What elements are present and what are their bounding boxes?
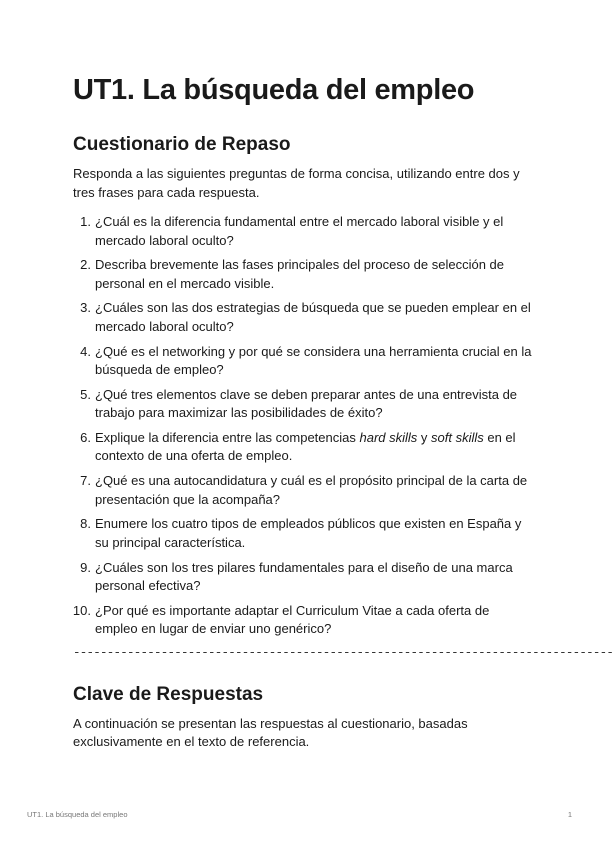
question-number: 9. (80, 559, 91, 575)
question-number: 4. (80, 343, 91, 359)
list-item (73, 256, 533, 293)
section-divider: -------------------------------------------------------------------------------- (73, 645, 613, 660)
question-number: 7. (80, 473, 91, 489)
question-text: ¿Qué tres elementos clave se deben preparar antes de una entrevista de trabajo para maximizar las posibilidades de éxito? (95, 386, 518, 421)
question-text: ¿Cuáles son las dos estrategias de búsqueda que se pueden emplear en el mercado laboral oculto? (95, 300, 531, 334)
soft-skills-term: soft skills (431, 429, 484, 445)
list-item (73, 602, 533, 639)
question-text (95, 430, 516, 464)
question-text-part: Explique la diferencia entre las competencias (95, 429, 360, 445)
question-text: ¿Cuáles son los tres pilares fundamentales para el diseño de una marca personal efectiva? (95, 559, 513, 593)
list-item (73, 472, 533, 509)
section-heading-quiz: Cuestionario de Repaso (73, 134, 291, 155)
question-text: Describa brevemente las fases principales del proceso de selección de personal en el mercado visible. (95, 257, 504, 291)
list-item (73, 559, 533, 596)
footer-page-number: 1 (567, 810, 572, 819)
list-item (73, 213, 533, 250)
list-item (73, 386, 533, 423)
question-text: ¿Qué es el networking y por qué se considera una herramienta crucial en la búsqueda de empleo? (95, 343, 532, 378)
question-number: 6. (80, 429, 91, 445)
list-item (73, 343, 533, 380)
list-item (73, 515, 533, 552)
list-item (73, 429, 533, 466)
list-item (73, 299, 533, 336)
question-text: Enumere los cuatro tipos de empleados públicos que existen en España y su principal característica. (95, 516, 522, 550)
question-text: ¿Cuál es la diferencia fundamental entre el mercado laboral visible y el mercado laboral oculto? (95, 214, 504, 248)
question-text: ¿Qué es una autocandidatura y cuál es el propósito principal de la carta de presentación que la acompaña? (95, 473, 528, 507)
section-heading-answers: Clave de Respuestas (73, 683, 264, 705)
question-number: 10. (72, 602, 91, 618)
question-text: ¿Por qué es importante adaptar el Curriculum Vitae a cada oferta de empleo en lugar de enviar uno genérico? (95, 602, 490, 637)
footer-document-title: UT1. La búsqueda del empleo (27, 810, 128, 819)
document-title: UT1. La búsqueda del empleo (73, 74, 475, 106)
question-number: 2. (80, 257, 91, 273)
answers-intro: A continuación se presentan las respuestas al cuestionario, basadas exclusivamente en el texto de referencia. (73, 715, 468, 750)
question-text-part: en el contexto de una oferta de empleo. (95, 429, 516, 464)
question-number: 3. (80, 300, 91, 316)
page-content (72, 72, 613, 752)
question-number: 8. (80, 516, 91, 532)
question-list (73, 213, 533, 639)
hard-skills-term: hard skills (359, 429, 418, 445)
question-text-part: y (417, 429, 432, 445)
question-number: 5. (80, 386, 91, 402)
quiz-intro: Responda a las siguientes preguntas de forma concisa, utilizando entre dos y tres frases para cada respuesta. (73, 166, 520, 200)
question-number: 1. (80, 214, 91, 229)
